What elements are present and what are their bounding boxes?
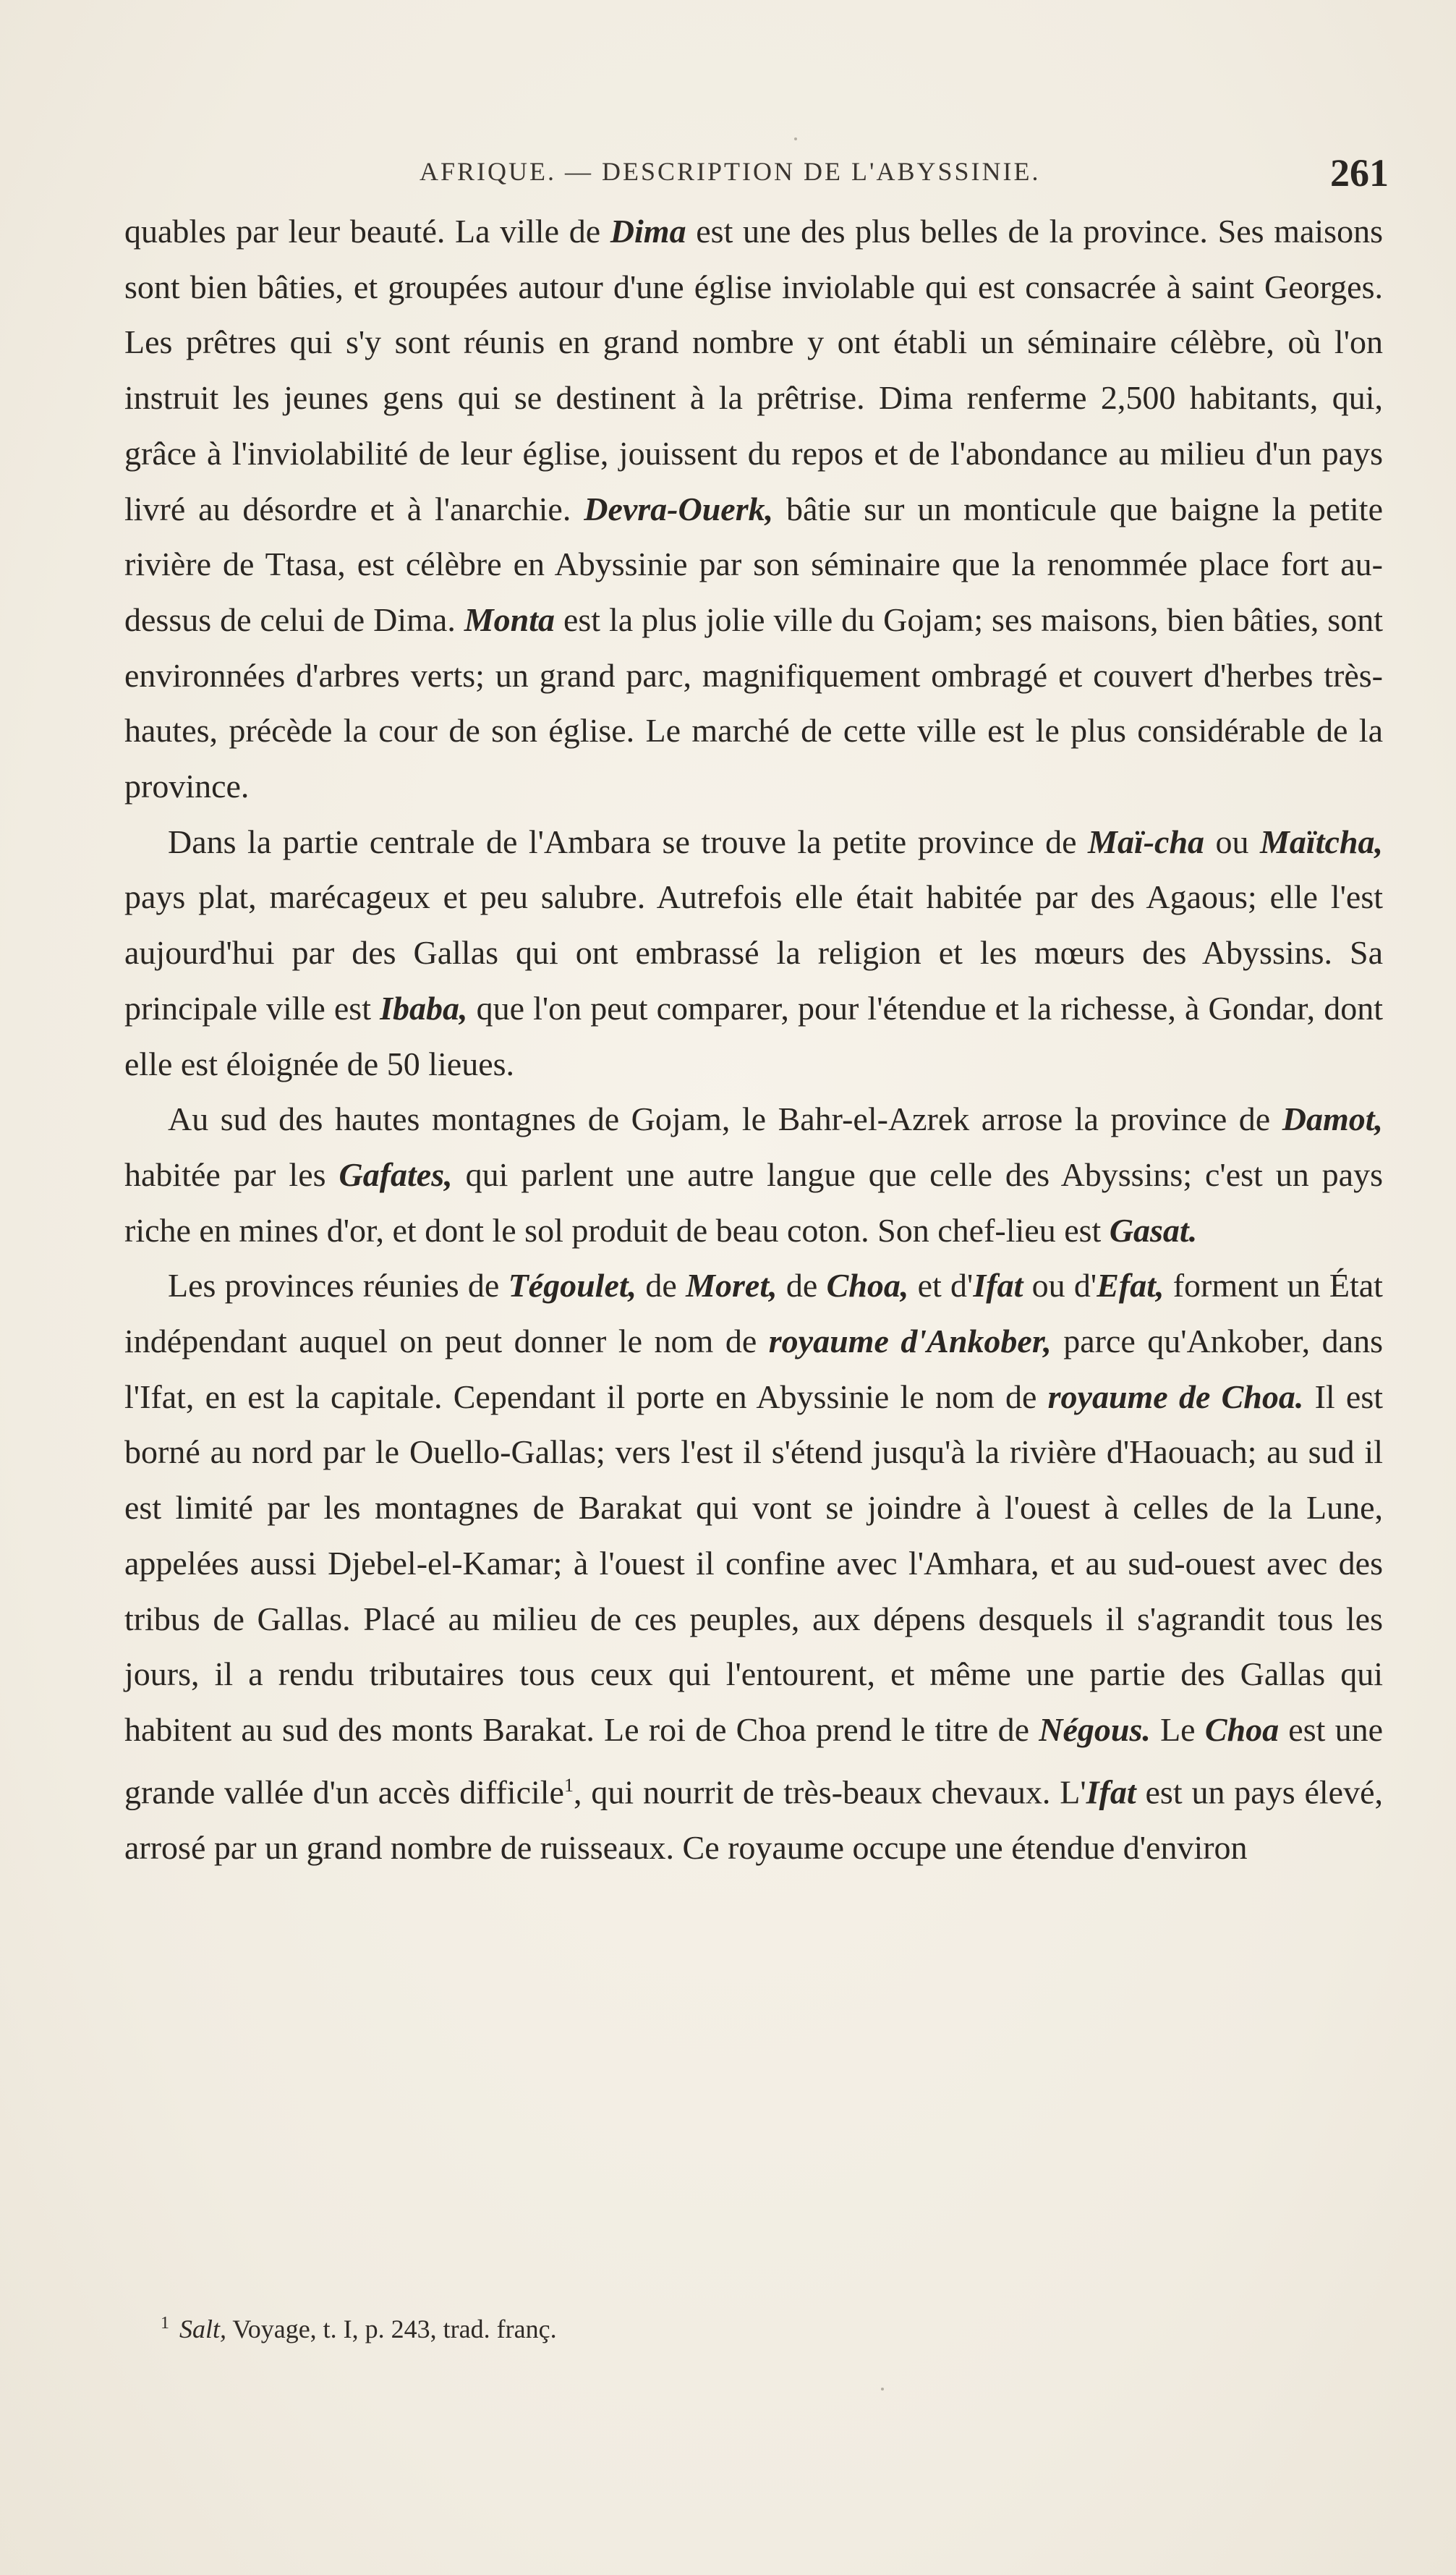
text-run: bâtie sur un monticule que baigne la petite rivière de Ttasa, est célèbre en Abyssinie par son séminaire que la renommée place fort au-dessus de celui de Dima. (124, 490, 1383, 638)
paper-speck (794, 137, 797, 140)
text-run: est une des plus belles de la province. Ses maisons sont bien bâties, et groupées autour d'une église inviolable qui est consacrée à saint Georges. Les prêtres qui s'y sont réunis en grand nombre y ont établi un séminaire célèbre, où l'on instruit les jeunes gens qui se destinent à la prêtrise. Dima renferme 2,500 habitants, qui, grâce à l'inviolabilité de leur église, jouissent du repos et de l'abondance au milieu d'un pays livré au désordre et à l'anarchie. (124, 213, 1383, 527)
text-run: Il est borné au nord par le Ouello-Gallas; vers l'est il s'étend jusqu'à la rivière d'Haouach; au sud il est limité par les montagnes de Barakat qui vont se joindre à l'ouest à celles de la Lune, appelées aussi Djebel-el-Kamar; à l'ouest il confine avec l'Amhara, et au sud-ouest avec des tribus de Gallas. Placé au milieu de ces peuples, aux dépens desquels il s'agrandit tous les jours, il a rendu tributaires tous ceux qui l'entourent, et même une partie des Gallas qui habitent au sud des monts Barakat. Le roi de Choa prend le titre de (124, 1378, 1384, 1748)
text-run: Au sud des hautes montagnes de Gojam, le Bahr-el-Azrek arrose la province de (168, 1100, 1282, 1138)
footnote (161, 2305, 1383, 2347)
footnote-author: Salt, (179, 2315, 227, 2343)
paragraph (124, 815, 1383, 1093)
place-name: royaume d'Ankober, (768, 1323, 1052, 1360)
paragraph (124, 1258, 1383, 1875)
text-run: ou d' (1023, 1267, 1097, 1305)
text-run: ou (1204, 823, 1261, 860)
text-run: qui parlent une autre langue que celle des Abyssins; c'est un pays riche en mines d'or, et dont le sol produit de beau coton. Son chef-lieu est (124, 1155, 1383, 1249)
place-name: Moret, (686, 1267, 778, 1305)
running-head (123, 150, 1389, 194)
paragraph (124, 204, 1383, 815)
text-run: Le (1150, 1710, 1205, 1748)
place-name: Dima (610, 213, 686, 250)
text-run: forment un État indépendant auquel on peut donner le nom de (124, 1267, 1383, 1360)
text-run: de (637, 1267, 686, 1305)
text-run: pays plat, marécageux et peu salubre. Autrefois elle était habitée par des Agaous; elle l'est aujourd'hui par des Gallas qui ont embrassé la religion et les mœurs des Abyssins. Sa principale ville est (124, 878, 1383, 1027)
paragraph (124, 1092, 1383, 1258)
place-name: royaume de Choa. (1047, 1378, 1304, 1415)
text-run: Dans la partie centrale de l'Ambara se trouve la petite province de (168, 823, 1089, 860)
place-name: Ifat (1086, 1773, 1136, 1811)
place-name: Tégoulet, (508, 1267, 637, 1305)
place-name: Efat, (1097, 1267, 1165, 1305)
text-run: est une grande vallée d'un accès difficile (124, 1710, 1384, 1811)
place-name: Ibaba, (380, 989, 468, 1027)
text-run: de (777, 1267, 827, 1305)
text-run: , qui nourrit de très-beaux chevaux. L' (573, 1773, 1086, 1811)
running-title: AFRIQUE. — DESCRIPTION DE L'ABYSSINIE. (420, 157, 1041, 186)
place-name: Devra-Ouerk, (584, 490, 774, 527)
body-text (124, 204, 1383, 1875)
footnote-text: Voyage, t. I, p. 243, trad. franç. (226, 2315, 557, 2343)
text-run: quables par leur beauté. La ville de (124, 213, 610, 250)
place-name: Choa, (826, 1267, 909, 1305)
text-run: habitée par les (124, 1155, 339, 1193)
place-name: Monta (464, 601, 555, 638)
footnote-reference: 1 (563, 1774, 574, 1796)
place-name: Ifat (973, 1267, 1023, 1305)
place-name: Gasat. (1109, 1211, 1198, 1249)
text-run: et d' (908, 1267, 974, 1305)
place-name: Damot, (1282, 1100, 1383, 1138)
text-run: parce qu'Ankober, dans l'Ifat, en est la capitale. Cependant il porte en Abyssinie le nom de (124, 1323, 1383, 1415)
place-name: Maïtcha, (1260, 823, 1383, 860)
people-name: Gafates, (339, 1155, 453, 1193)
page-number: 261 (1330, 151, 1389, 195)
footnote-mark: 1 (161, 2314, 169, 2333)
text-run: que l'on peut comparer, pour l'étendue et la richesse, à Gondar, dont elle est éloignée de 50 lieues. (124, 989, 1383, 1082)
text-run: est la plus jolie ville du Gojam; ses maisons, bien bâties, sont environnées d'arbres verts; un grand parc, magnifiquement ombragé et couvert d'herbes très-hautes, précède la cour de son église. Le marché de cette ville est le plus considérable de la province. (124, 601, 1383, 805)
text-run: est un pays élevé, arrosé par un grand nombre de ruisseaux. Ce royaume occupe une étendue d'environ (124, 1773, 1383, 1866)
place-name: Choa (1204, 1710, 1280, 1748)
title-term: Négous. (1039, 1710, 1151, 1748)
place-name: Maï-cha (1088, 823, 1205, 860)
paper-speck (881, 2388, 884, 2391)
text-run: Les provinces réunies de (168, 1267, 508, 1305)
